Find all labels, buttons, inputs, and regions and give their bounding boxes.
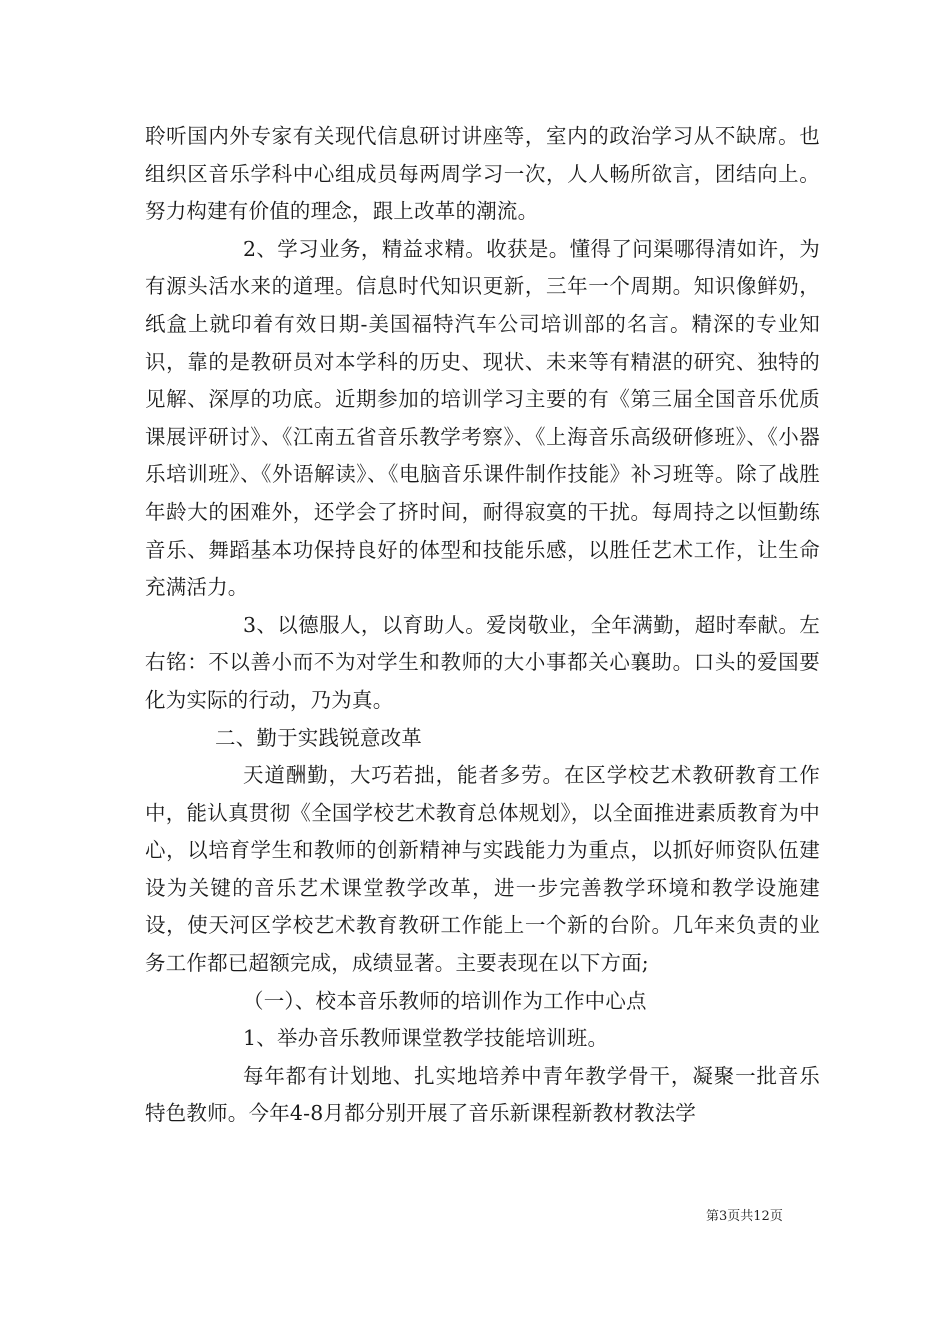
- paragraph-yearly-plan: 每年都有计划地、扎实地培养中青年教学骨干，凝聚一批音乐特色教师。今年4-8月都分别开展了音乐新课程新教材教法学: [145, 1063, 820, 1126]
- list-item-training-class: 1、举办音乐教师课堂教学技能培训班。: [243, 1026, 609, 1051]
- page-number-footer: 第3页共12页: [706, 1209, 783, 1224]
- document-body: [145, 118, 820, 1133]
- section-heading-practice-reform: 二、勤于实践锐意改革: [215, 725, 422, 750]
- paragraph-study-business: 2、学习业务，精益求精。收获是。懂得了问渠哪得清如许，为有源头活水来的道理。信息时代知识更新，三年一个周期。知识像鲜奶，纸盒上就印着有效日期-美国福特汽车公司培训部的名言。精深的专业知识，靠的是教研员对本学科的历史、现状、未来等有精湛的研究、独特的见解、深厚的功底。近期参加的培训学习主要的有《第三届全国音乐优质课展评研讨》、《江南五省音乐教学考察》、《上海音乐高级研修班》、《小器乐培训班》、《外语解读》、《电脑音乐课件制作技能》补习班等。除了战胜年龄大的困难外，还学会了挤时间，耐得寂寞的干扰。每周持之以恒勤练音乐、舞蹈基本功保持良好的体型和技能乐感，以胜任艺术工作，让生命充满活力。: [145, 236, 820, 600]
- subsection-heading-teacher-training: （一）、校本音乐教师的培训作为工作中心点: [243, 988, 647, 1013]
- paragraph-moral-service: 3、以德服人，以育助人。爱岗敬业，全年满勤，超时奉献。左右铭：不以善小而不为对学生和教师的大小事都关心襄助。口头的爱国要化为实际的行动，乃为真。: [145, 612, 820, 712]
- paragraph-continuation: 聆听国内外专家有关现代信息研讨讲座等，室内的政治学习从不缺席。也组织区音乐学科中心组成员每两周学习一次，人人畅所欲言，团结向上。努力构建有价值的理念，跟上改革的潮流。: [145, 124, 820, 224]
- paragraph-practice-intro: 天道酬勤，大巧若拙，能者多劳。在区学校艺术教研教育工作中，能认真贯彻《全国学校艺术教育总体规划》，以全面推进素质教育为中心，以培育学生和教师的创新精神与实践能力为重点，以抓好师资队伍建设为关键的音乐艺术课堂教学改革，进一步完善教学环境和教学设施建设，使天河区学校艺术教育教研工作能上一个新的台阶。几年来负责的业务工作都已超额完成，成绩显著。主要表现在以下方面;: [145, 763, 820, 976]
